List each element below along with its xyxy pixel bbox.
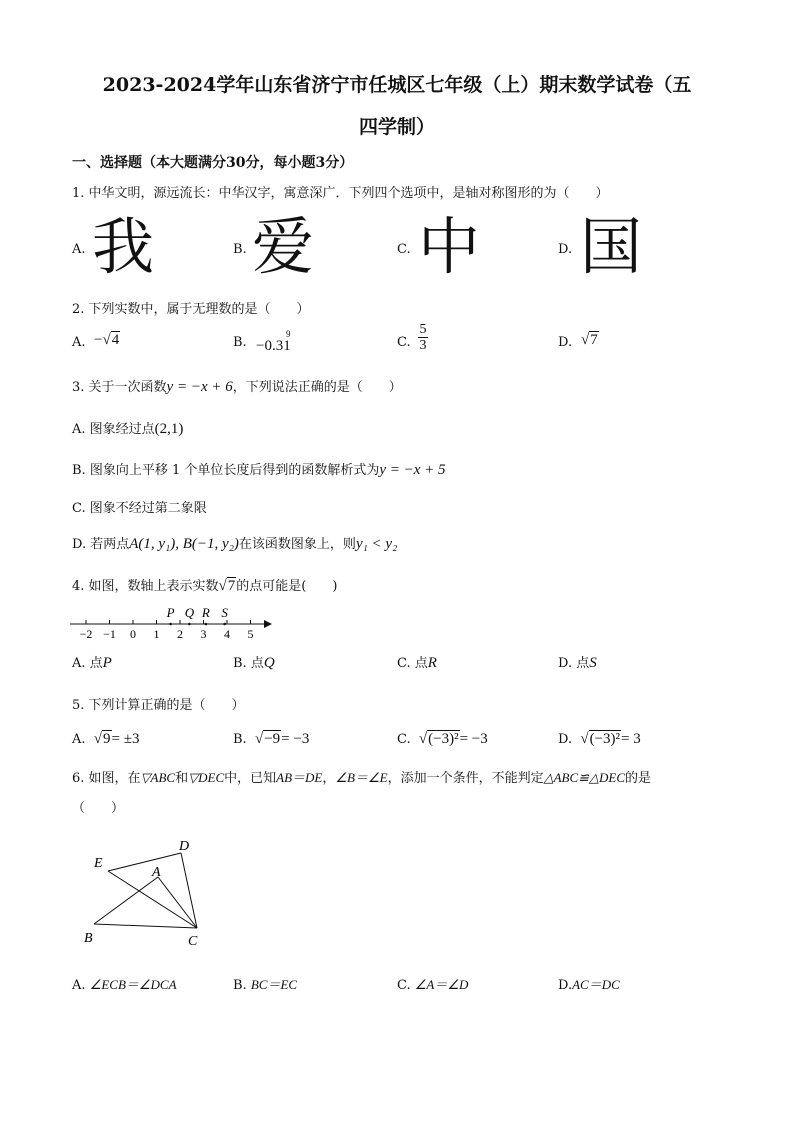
axis-point-marker [169, 623, 172, 626]
sqrt-expression: √9 [93, 731, 111, 747]
label-b: B [84, 931, 93, 946]
stem-text: 的点可能是( ) [236, 579, 338, 594]
axis-tick-label: −2 [79, 627, 93, 641]
axis-tick-label: −1 [103, 627, 116, 641]
axis-tick-label: 3 [200, 627, 207, 641]
sqrt-expression: √7 [218, 578, 236, 594]
option-text: D. 若两点 [72, 537, 130, 552]
stem-text: ， [322, 771, 336, 786]
option-expr: AC＝DC [572, 977, 620, 992]
option-text: A. [72, 732, 86, 747]
sqrt-expression: √(−3)² [418, 731, 459, 747]
triangle-figure [80, 834, 220, 954]
q3-option-d [72, 533, 397, 553]
stem-text: 6. 如图，在 [72, 771, 141, 786]
stem-text: 的是 [625, 771, 652, 786]
sqrt-expression: √−9 [254, 731, 281, 747]
q1-option-d-char: 国 [580, 210, 643, 283]
question-3-stem [72, 376, 402, 396]
triangle-name: ▽ABC [140, 770, 176, 785]
q3-option-a [72, 418, 183, 438]
radicand: 7 [227, 578, 236, 594]
axis-point-label: S [221, 605, 228, 620]
sqrt-expression: √4 [102, 332, 120, 348]
q5-option-d [558, 731, 641, 748]
question-6-stem [72, 767, 651, 786]
axis-tick-label: 4 [224, 627, 230, 641]
q2-option-b-value: −0.31 [256, 338, 291, 354]
q4-option-a [72, 652, 112, 672]
q1-option-a-char: 我 [92, 210, 155, 283]
axis-tick-label: 1 [153, 627, 160, 641]
stem-text: 4. 如图，数轴上表示实数 [72, 579, 219, 594]
q1-option-c-label: C. [397, 242, 411, 257]
denominator: 3 [419, 338, 427, 354]
option-text: B. [233, 732, 247, 747]
q6-option-b [233, 974, 297, 993]
q2-option-c-label: C. [397, 335, 411, 350]
segment-ed [108, 853, 181, 871]
q2-option-d-math: √7 [581, 332, 598, 348]
q6-option-c [397, 974, 468, 993]
axis-point-label: R [201, 605, 210, 620]
option-text: A. 图象经过点 [72, 422, 155, 437]
option-text: A. 点 [72, 656, 103, 671]
option-text: B. 点 [233, 656, 264, 671]
label-e: E [94, 856, 103, 871]
option-var: S [589, 655, 597, 671]
exam-title-line1: 2023-2024学年山东省济宁市任城区七年级（上）期末数学试卷（五 [102, 74, 692, 96]
radicand: 4 [111, 332, 120, 348]
option-text: C. [397, 732, 411, 747]
stem-text: 中，已知 [224, 771, 277, 786]
option-text: B. 图象向上平移 1 个单位长度后得到的函数解析式为 [72, 463, 380, 478]
label-c: C [188, 934, 198, 949]
stem-text: ，下列说法正确的是（ ） [232, 380, 402, 395]
segment-ba [94, 877, 158, 924]
option-expr: ∠ECB＝∠DCA [89, 977, 177, 992]
axis-tick-label: 2 [177, 627, 183, 641]
option-expr: ∠A＝∠D [414, 977, 469, 992]
q3-option-b [72, 459, 446, 479]
points-expression: A(1, y₁), B(−1, y₂) [129, 536, 239, 552]
option-text: A. [72, 978, 86, 993]
radicand: −9 [264, 731, 281, 747]
condition: ∠B＝∠E [335, 770, 388, 785]
question-4-stem [72, 575, 337, 595]
repeating-dot-9: 9 [286, 329, 291, 339]
option-text: D. [558, 978, 573, 993]
q6-option-d [558, 974, 620, 993]
q2-option-a-math [94, 332, 120, 349]
label-a: A [152, 865, 161, 880]
option-var: P [102, 655, 112, 671]
minus-sign: − [94, 332, 103, 348]
q5-option-c [397, 731, 488, 748]
q3-option-c: C. 图象不经过第二象限 [72, 501, 207, 516]
stem-text: 和 [175, 771, 189, 786]
question-6-answer-paren: （ ） [72, 801, 125, 816]
axis-tick-label: 5 [247, 627, 254, 641]
section-heading-choice: 一、选择题（本大题满分30分，每小题3分） [72, 155, 354, 171]
question-1-stem: 1. 中华文明，源远流长：中华汉字，寓意深广．下列四个选项中，是轴对称图形的为（ ） [72, 186, 609, 201]
option-text: 在该函数图象上，则 [238, 537, 356, 552]
relation-expression: y₁ < y₂ [355, 536, 398, 552]
option-text: C. 点 [397, 656, 428, 671]
function-expression: y = −x + 6 [166, 379, 233, 395]
rhs: = 3 [621, 731, 641, 747]
stem-text: 3. 关于一次函数 [72, 380, 167, 395]
sqrt-expression: √(−3)² [580, 731, 621, 747]
axis-point-label: P [166, 605, 175, 620]
q1-option-c-char: 中 [418, 210, 481, 283]
q5-option-b [233, 731, 309, 748]
q4-option-d [558, 652, 597, 672]
q5-option-a [72, 731, 139, 748]
exam-title-line2: 四学制） [358, 116, 435, 138]
axis-points [166, 605, 229, 625]
conclusion: △ABC≌△DEC [543, 770, 626, 785]
point: (2,1) [154, 421, 184, 437]
radicand: 9 [103, 731, 111, 747]
question-5-stem: 5. 下列计算正确的是（ ） [72, 698, 245, 713]
option-text: D. [558, 732, 573, 747]
numerator: 5 [419, 322, 427, 337]
option-var: Q [263, 655, 275, 671]
q6-option-a [72, 974, 177, 993]
q4-option-c [397, 652, 437, 672]
q1-option-d-label: D. [558, 242, 573, 257]
q2-option-b-label: B. [233, 335, 247, 350]
arrow-icon [264, 620, 272, 628]
radicand: (−3)² [589, 731, 621, 747]
triangle-name: ▽DEC [188, 770, 225, 785]
q1-option-b-char: 爱 [252, 210, 315, 283]
q4-option-b [233, 652, 275, 672]
question-2-stem: 2. 下列实数中，属于无理数的是（ ） [72, 302, 310, 317]
number-line-figure [68, 600, 278, 642]
radicand: (−3)² [428, 731, 459, 747]
axis-tick-label: 0 [130, 627, 136, 641]
rhs: = −3 [459, 731, 488, 747]
rhs: = −3 [281, 731, 310, 747]
rhs: = ±3 [111, 731, 140, 747]
axis-ticks [80, 620, 254, 641]
option-text: D. 点 [558, 656, 590, 671]
q1-option-a-label: A. [72, 242, 86, 257]
q1-option-b-label: B. [233, 242, 247, 257]
label-d: D [179, 839, 190, 854]
q2-option-d-label: D. [558, 335, 573, 350]
axis-point-label: Q [184, 605, 195, 620]
option-var: R [427, 655, 437, 671]
option-text: C. [397, 978, 411, 993]
axis-point-marker [205, 623, 208, 626]
option-expr: BC＝EC [250, 977, 298, 992]
condition: AB＝DE [276, 770, 323, 785]
axis-point-marker [188, 623, 191, 626]
q2-option-c-fraction [418, 322, 428, 354]
function-expression: y = −x + 5 [379, 462, 446, 478]
axis-point-marker [223, 623, 226, 626]
q2-option-a-label: A. [72, 335, 86, 350]
radicand: 7 [590, 332, 598, 348]
stem-text: ，添加一个条件，不能判定 [387, 771, 544, 786]
option-text: B. [233, 978, 247, 993]
segment-bc [94, 924, 197, 928]
